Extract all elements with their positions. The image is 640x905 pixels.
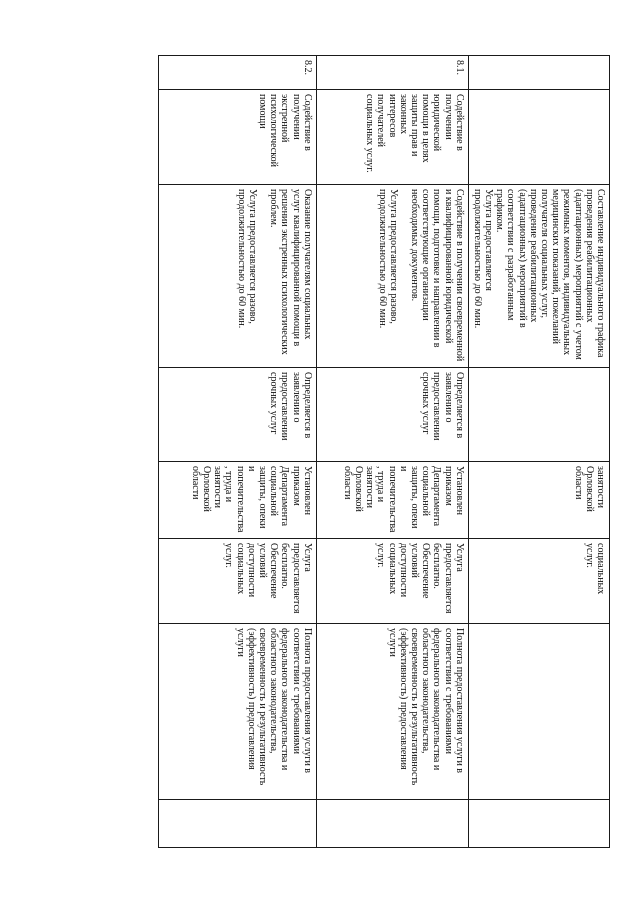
cell-service-content [468,185,609,368]
cell-service-name: Содействие в получении экстренной психологической помощи [158,90,316,185]
table-row-continuation [468,56,609,848]
content-note: Услуга предоставляется разово, продолжительностью до 60 мин. [235,189,258,329]
cell-tariff: занятости Орловской области [468,462,609,539]
cell-empty [316,800,468,848]
cell-term [468,368,609,462]
cell-service-content [316,185,468,368]
cell-number: 8.1. [316,56,468,90]
rotated-table-container [170,55,610,847]
table-row-8-1 [316,56,468,848]
cell-tariff: Установлен приказом Департамента социальной защиты, опеки и попечительства, труда и занятости Орловской области [316,462,468,539]
cell-empty [468,800,609,848]
cell-number [468,56,609,90]
cell-quality: Полнота предоставления услуги в соответствии с требованиями федерального законодательства и областного законодательства, своевременность и результативность (эффективность) предоставления услуги [158,624,316,800]
services-table [158,55,610,848]
content-text: Составление индивидуального графика проведения реабилитационных (адаптационных) мероприятий с учетом режимных моментов, индивидуальных медицинских показаний, пожеланий получателя социальных услуг, проведение реабилитационных (адаптационных) мероприятий в соответствии с разработанным графиком. [494,189,606,360]
cell-service-name: Содействие в получении юридической помощи в целях защиты прав и законных интересов получателей социальных услуг. [316,90,468,185]
cell-term: Определяется в заявлении о предоставлении срочных услуг [316,368,468,462]
table-row-8-2 [158,56,316,848]
content-text: Содействие в получении своевременной и квалифицированной юридической помощи, подготовке и направлении в соответствующие организации необходимых документов. [409,189,465,362]
cell-tariff: Установлен приказом Департамента социальной защиты, опеки и попечительства, труда и занятости Орловской области [158,462,316,539]
cell-quality: Полнота предоставления услуги в соответствии с требованиями федерального законодательства и областного законодательства, своевременность и результативность (эффективность) предоставления услуги [316,624,468,800]
content-text: Оказание получателям социальных услуг квалифицированной помощи в решении экстренных психологических проблем. [268,189,313,355]
cell-service-content [158,185,316,368]
content-note: Услуга предоставляется разово, продолжительностью до 60 мин. [376,189,399,329]
content-note: Услуга предоставляется продолжительностью до 60 мин. [471,189,495,329]
cell-conditions: Услуга предоставляется бесплатно. Обеспечение условий доступности социальных услуг. [316,539,468,624]
cell-quality [468,624,609,800]
cell-service-name [468,90,609,185]
cell-term: Определяется в заявлении о предоставлении срочных услуг [158,368,316,462]
cell-conditions: Услуга предоставляется бесплатно. Обеспечение условий доступности социальных услуг. [158,539,316,624]
cell-conditions: социальных услуг. [468,539,609,624]
cell-empty [158,800,316,848]
cell-number: 8.2. [158,56,316,90]
